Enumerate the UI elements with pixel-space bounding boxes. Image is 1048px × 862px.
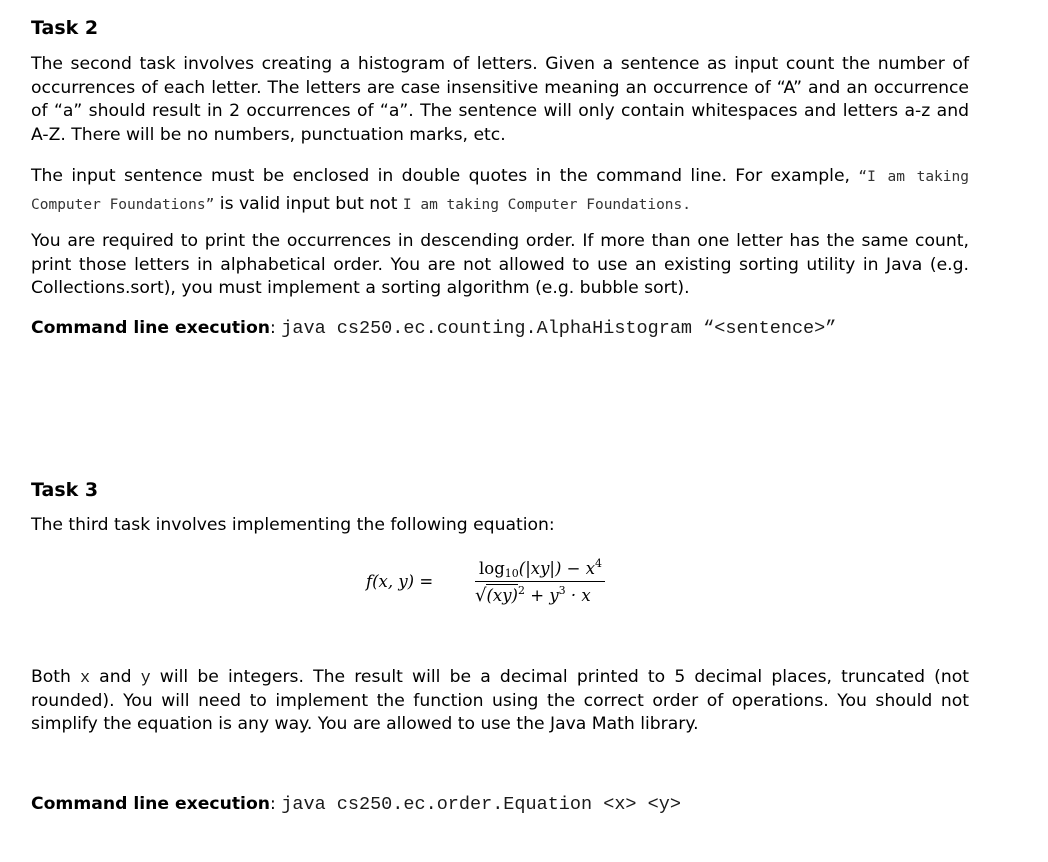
task3-heading-block (31, 478, 969, 502)
task3-command-colon: : (270, 794, 282, 814)
task2-paragraph-3-block (31, 230, 969, 301)
task2-paragraph-1: The second task involves creating a histogram of letters. Given a sentence as input count the number of occurrences of each letter. The letters are case insensitive meaning an occurrence of “A” and an occurrence of “a” should result in 2 occurrences of “a”. The sentence will only contain whitespaces and letters a-z and A-Z. There will be no numbers, punctuation marks, etc. (31, 54, 969, 145)
task3-intro: The third task involves implementing the following equation: (31, 515, 555, 535)
task2-command-block (31, 317, 969, 341)
task3-intro-block (31, 514, 969, 538)
equation-num-exp: 4 (595, 557, 603, 570)
equation-args: (x, y) = (372, 572, 434, 591)
task3-p-and: and (90, 667, 141, 687)
task2-invalid-example: I am taking Computer Foundations. (402, 197, 691, 213)
task3-command-block (31, 793, 969, 817)
task3-command-label: Command line execution (31, 794, 270, 814)
equation-numerator (479, 557, 602, 580)
task3-paragraph-block (31, 666, 969, 737)
task2-paragraph-2 (31, 163, 969, 219)
fraction-bar (475, 581, 605, 582)
task2-paragraph-1-block (31, 53, 969, 147)
equation-lhs (366, 572, 433, 591)
equation-den-xy: (xy) (486, 586, 518, 605)
task2-command-line (31, 317, 969, 341)
equation-f: f (366, 572, 373, 591)
task3-p-rest: will be integers. The result will be a decimal printed to 5 decimal places, truncated (not rounded). You will need to implement the function using the correct order of operations. You should not simplify the equation is any way. You are allowed to use the Java Math library. (31, 667, 969, 734)
equation-den-tail: · x (565, 586, 591, 605)
equation-den-plus: + y (525, 586, 559, 605)
task3-command-value: java cs250.ec.order.Equation <x> <y> (281, 794, 681, 815)
equation-den-cube: 3 (558, 584, 566, 597)
task3-var-y: y (140, 668, 151, 687)
task2-paragraph-3: You are required to print the occurrences in descending order. If more than one letter has the same count, print those letters in alphabetical order. You are not allowed to use an existing sorting utility in Java (e.g. Collections.sort), you must implement a sorting algorithm (e.g. bubble sort). (31, 231, 969, 298)
task2-p2-middle: is valid input but not (214, 194, 403, 214)
task3-command-line (31, 793, 969, 817)
task3-paragraph (31, 666, 969, 737)
task2-valid-example: “I am taking Computer Foundations” (31, 169, 969, 213)
equation-den-sq: 2 (518, 584, 525, 597)
equation-log-base: 10 (504, 567, 519, 580)
sqrt-symbol: √ (475, 585, 487, 606)
task3-var-x: x (80, 668, 91, 687)
equation-num-arg: (|xy|) − x (518, 559, 596, 578)
task2-heading: Task 2 (31, 17, 99, 39)
task2-command-value: java cs250.ec.counting.AlphaHistogram “<sentence>” (281, 318, 837, 339)
equation-denominator (475, 584, 591, 606)
task2-heading-block (31, 16, 969, 40)
task3-p-both: Both (31, 667, 81, 687)
task3-heading: Task 3 (31, 479, 99, 501)
equation-log: log (479, 559, 505, 578)
task2-command-label: Command line execution (31, 318, 270, 338)
task2-command-colon: : (270, 318, 282, 338)
task2-paragraph-2-block (31, 163, 969, 219)
task2-p2-text: The input sentence must be enclosed in double quotes in the command line. For example, (31, 166, 859, 186)
